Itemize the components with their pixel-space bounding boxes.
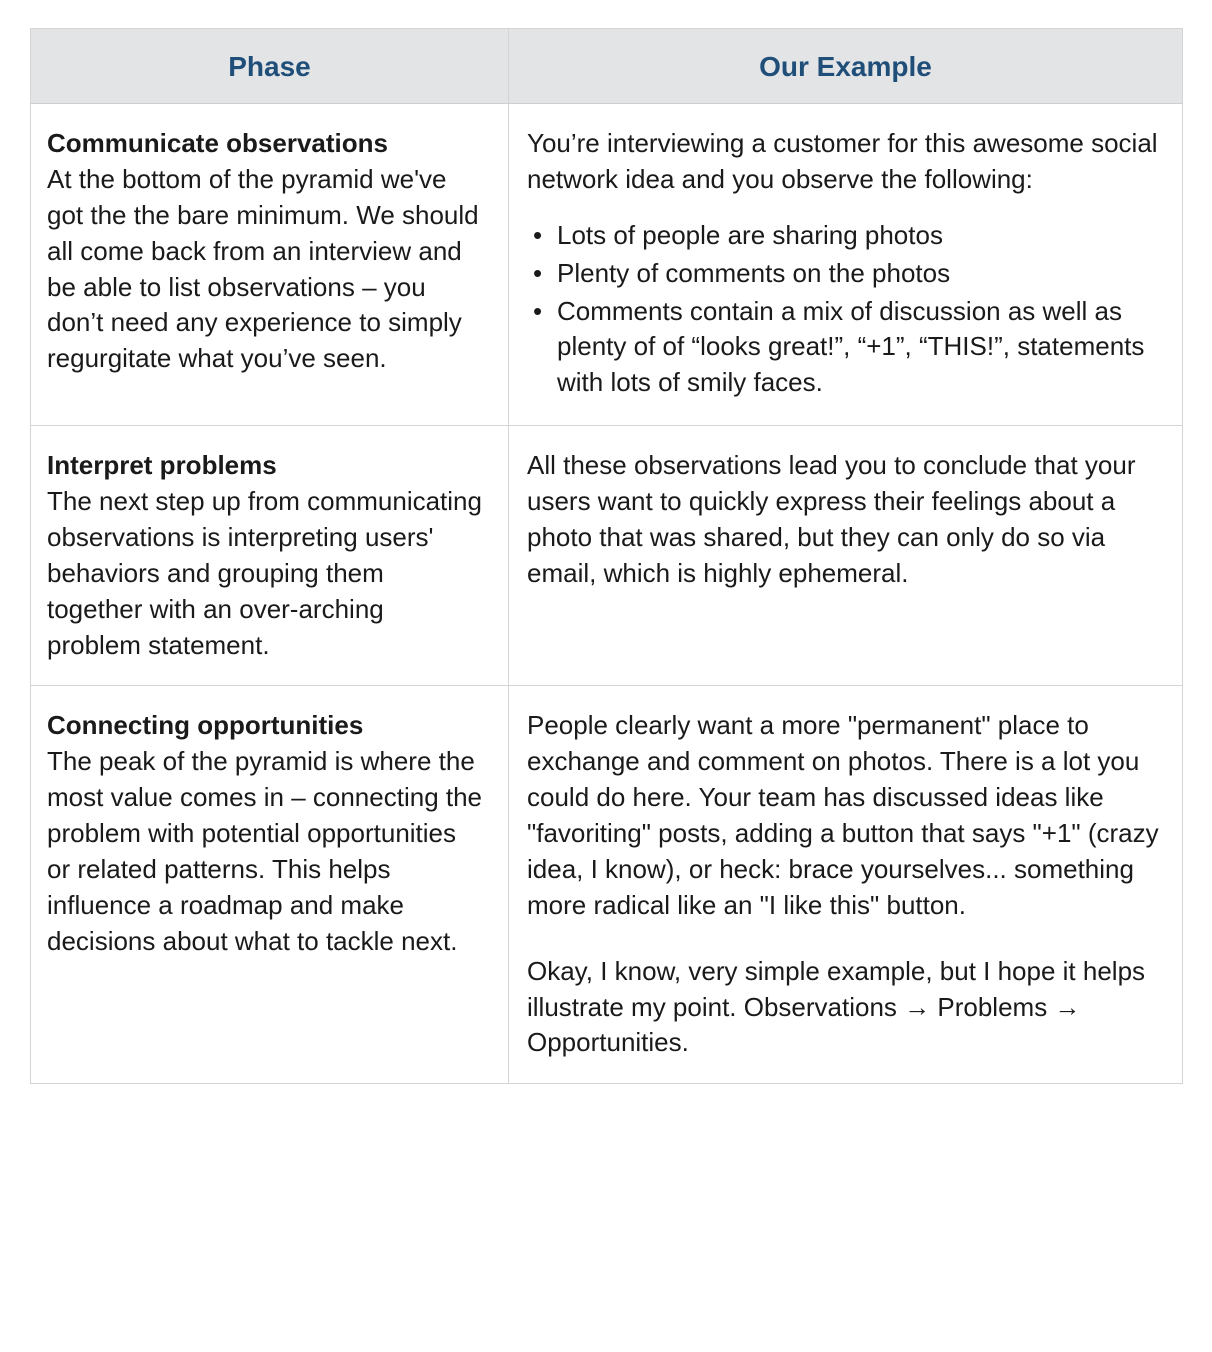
table-header-row bbox=[31, 29, 1183, 104]
phase-description: At the bottom of the pyramid we've got the the bare minimum. We should all come back from an interview and be able to list observations – you don’t need any experience to simply regurgitate what you’ve seen. bbox=[47, 163, 479, 374]
phase-description: The peak of the pyramid is where the most value comes in – connecting the problem with potential opportunities or related patterns. This helps influence a roadmap and make decisions about what to tackle next. bbox=[47, 746, 483, 956]
phase-title: Communicate observations bbox=[47, 128, 388, 158]
table-row bbox=[31, 104, 1183, 426]
column-header-example: Our Example bbox=[509, 29, 1183, 104]
phase-title: Connecting opportunities bbox=[47, 710, 364, 741]
example-cell bbox=[509, 426, 1183, 686]
list-item: • Comments contain a mix of discussion as well as plenty of of “looks great!”, “+1”, “THIS!”, statements with lots of smily faces. bbox=[527, 294, 1160, 402]
phase-cell bbox=[31, 104, 509, 426]
table-row bbox=[31, 426, 1183, 686]
example-paragraph: People clearly want a more "permanent" place to exchange and comment on photos. There is a lot you could do here. Your team has discussed ideas like "favoriting" posts, adding a button that says "+1" (crazy idea, I know), or heck: brace yourselves... something more radical like an "I like this" button. bbox=[527, 710, 1159, 920]
table-body bbox=[31, 104, 1183, 1084]
example-paragraph: All these observations lead you to conclude that your users want to quickly express their feelings about a photo that was shared, but they can only do so via email, which is highly ephemeral. bbox=[527, 450, 1136, 588]
phase-example-table bbox=[30, 28, 1183, 1084]
example-intro: You’re interviewing a customer for this awesome social network idea and you observe the following: bbox=[527, 128, 1158, 194]
table-row bbox=[31, 686, 1183, 1084]
phase-cell bbox=[31, 686, 509, 1084]
phase-cell bbox=[31, 426, 509, 686]
example-cell bbox=[509, 686, 1183, 1084]
example-bullet-list bbox=[527, 218, 1160, 401]
column-header-phase: Phase bbox=[31, 29, 509, 104]
phase-description: The next step up from communicating observations is interpreting users' behaviors and grouping them together with an over-arching problem statement. bbox=[47, 486, 482, 660]
list-item: • Plenty of comments on the photos bbox=[527, 256, 1160, 292]
example-cell bbox=[509, 104, 1183, 426]
list-item: • Lots of people are sharing photos bbox=[527, 218, 1160, 254]
example-paragraph: Okay, I know, very simple example, but I hope it helps illustrate my point. Observations → Problems → Opportunities. bbox=[527, 955, 1146, 1058]
table-header bbox=[31, 29, 1183, 104]
phase-title: Interpret problems bbox=[47, 450, 277, 481]
